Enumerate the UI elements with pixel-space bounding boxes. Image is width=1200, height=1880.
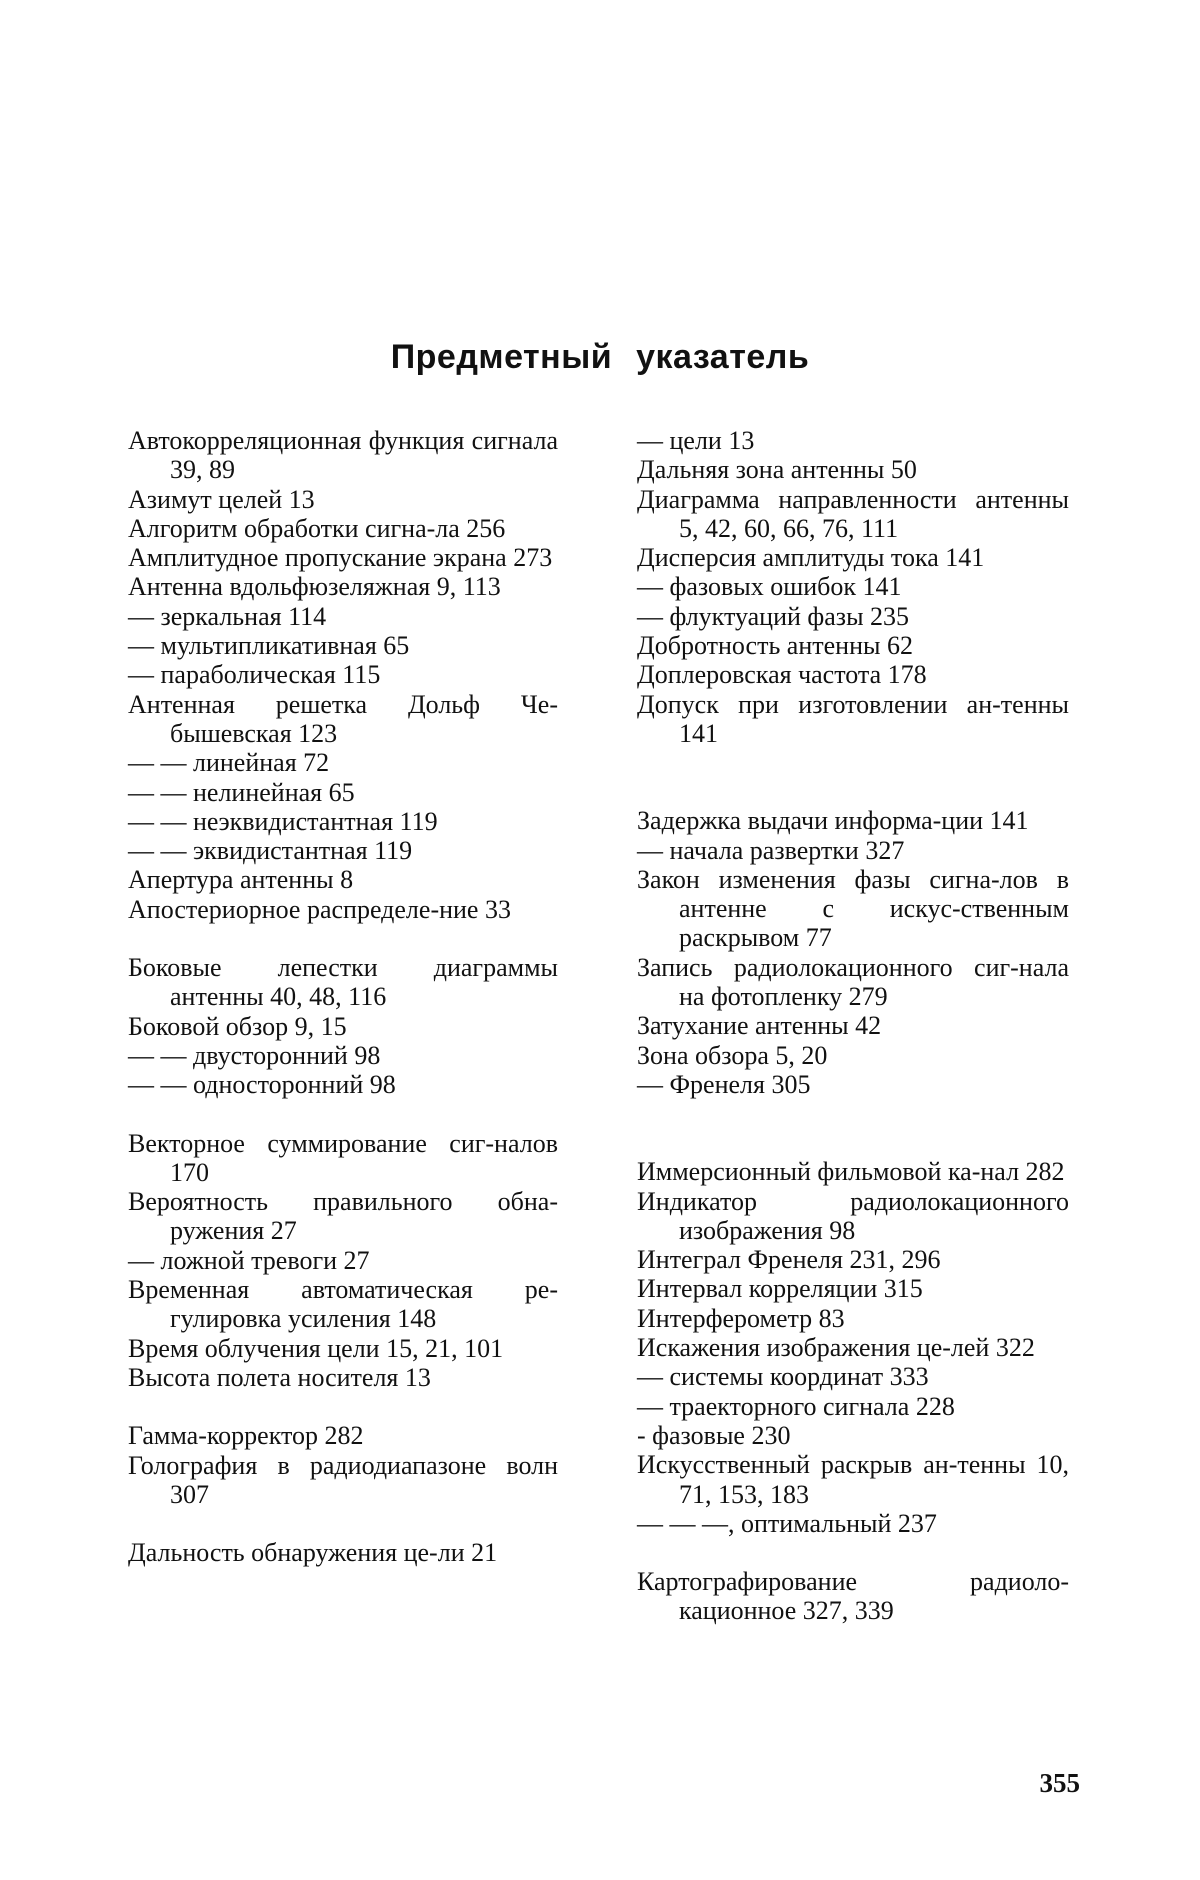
index-entry: — — неэквидистантная 119	[128, 806, 438, 836]
index-entry: — параболическая 115	[128, 660, 381, 690]
index-entry: Зона обзора 5, 20	[637, 1040, 828, 1070]
index-entry: Интервал корреляции 315	[637, 1274, 923, 1304]
letter-gap	[128, 1509, 558, 1538]
index-entry: — зеркальная 114	[128, 601, 327, 631]
index-entry: — фазовых ошибок 141	[637, 572, 902, 602]
index-entry: Картографирование радиоло-кационное 327, 339	[637, 1567, 1069, 1626]
index-entry: Алгоритм обработки сигна-ла 256	[128, 513, 506, 543]
index-column-right	[637, 426, 1069, 1626]
letter-gap	[637, 748, 1069, 777]
index-entry: — ложной тревоги 27	[128, 1245, 370, 1275]
index-entry: — — эквидистантная 119	[128, 836, 413, 866]
index-entry: Интеграл Френеля 231, 296	[637, 1245, 941, 1275]
index-entry: — начала развертки 327	[637, 835, 905, 865]
index-entry: Антенна вдольфюзеляжная 9, 113	[128, 572, 501, 602]
index-entry: Гамма-корректор 282	[128, 1421, 364, 1451]
index-entry: Дисперсия амплитуды тока 141	[637, 543, 985, 573]
index-entry: Апостериорное распределе-ние 33	[128, 894, 511, 924]
index-entry: — Френеля 305	[637, 1069, 811, 1099]
index-entry: — мультипликативная 65	[128, 631, 410, 661]
index-entry: Автокорреляционная функция сигнала 39, 89	[128, 426, 558, 485]
letter-gap	[128, 1100, 558, 1129]
letter-gap	[637, 1538, 1069, 1567]
index-entry: Интерферометр 83	[637, 1303, 845, 1333]
index-entry: Дальность обнаружения це-ли 21	[128, 1538, 498, 1568]
index-entry: Азимут целей 13	[128, 484, 315, 514]
index-entry: Амплитудное пропускание экрана 273	[128, 543, 553, 573]
page-title: Предметный указатель	[390, 338, 810, 376]
index-entry: — — линейная 72	[128, 748, 330, 778]
index-entry: — — односторонний 98	[128, 1070, 396, 1100]
letter-gap	[128, 1392, 558, 1421]
index-entry: Закон изменения фазы сигна-лов в антенне с искус-ственным раскрывом 77	[637, 864, 1069, 953]
index-entry: Затухание антенны 42	[637, 1011, 882, 1041]
index-column-left	[128, 426, 558, 1567]
index-entry: Диаграмма направленности антенны 5, 42, 60, 66, 76, 111	[637, 484, 1069, 543]
index-entry: Вероятность правильного обна-ружения 27	[128, 1187, 558, 1246]
index-entry: Дальняя зона антенны 50	[637, 455, 917, 485]
index-entry: Высота полета носителя 13	[128, 1362, 431, 1392]
letter-gap	[637, 1128, 1069, 1157]
index-entry: Голография в радиодиапазоне волн 307	[128, 1450, 558, 1509]
index-entry: — — двусторонний 98	[128, 1040, 381, 1070]
index-entry: — — нелинейная 65	[128, 777, 355, 807]
index-entry: Искусственный раскрыв ан-тенны 10, 71, 153, 183	[637, 1450, 1069, 1509]
letter-gap	[637, 777, 1069, 806]
index-entry: Боковые лепестки диаграммы антенны 40, 48, 116	[128, 953, 558, 1012]
index-entry: Время облучения цели 15, 21, 101	[128, 1333, 504, 1363]
index-entry: — системы координат 333	[637, 1362, 929, 1392]
index-entry: Доплеровская частота 178	[637, 660, 927, 690]
index-entry: — флуктуаций фазы 235	[637, 601, 910, 631]
index-entry: Временная автоматическая ре-гулировка усиления 148	[128, 1275, 558, 1334]
index-entry: Искажения изображения це-лей 322	[637, 1333, 1035, 1363]
page-number: 355	[1039, 1768, 1080, 1798]
index-entry: Запись радиолокационного сиг-нала на фотопленку 279	[637, 952, 1069, 1012]
index-entry: — — —, оптимальный 237	[637, 1508, 937, 1538]
index-entry: Боковой обзор 9, 15	[128, 1011, 347, 1041]
index-entry: — траекторного сигнала 228	[637, 1391, 955, 1421]
index-entry: Векторное суммирование сиг-налов 170	[128, 1128, 558, 1187]
index-entry: Добротность антенны 62	[637, 631, 913, 661]
index-entry: Допуск при изготовлении ан-тенны 141	[637, 689, 1069, 748]
index-entry: Антенная решетка Дольф Че-бышевская 123	[128, 689, 558, 748]
index-entry: - фазовые 230	[637, 1420, 791, 1450]
index-entry: Апертура антенны 8	[128, 865, 354, 895]
letter-gap	[637, 1099, 1069, 1128]
index-entry: Индикатор радиолокационного изображения 98	[637, 1186, 1069, 1245]
index-entry: Задержка выдачи информа-ции 141	[637, 806, 1029, 836]
index-entry: Иммерсионный фильмовой ка-нал 282	[637, 1157, 1065, 1187]
letter-gap	[128, 924, 558, 953]
index-entry: — цели 13	[637, 426, 755, 455]
